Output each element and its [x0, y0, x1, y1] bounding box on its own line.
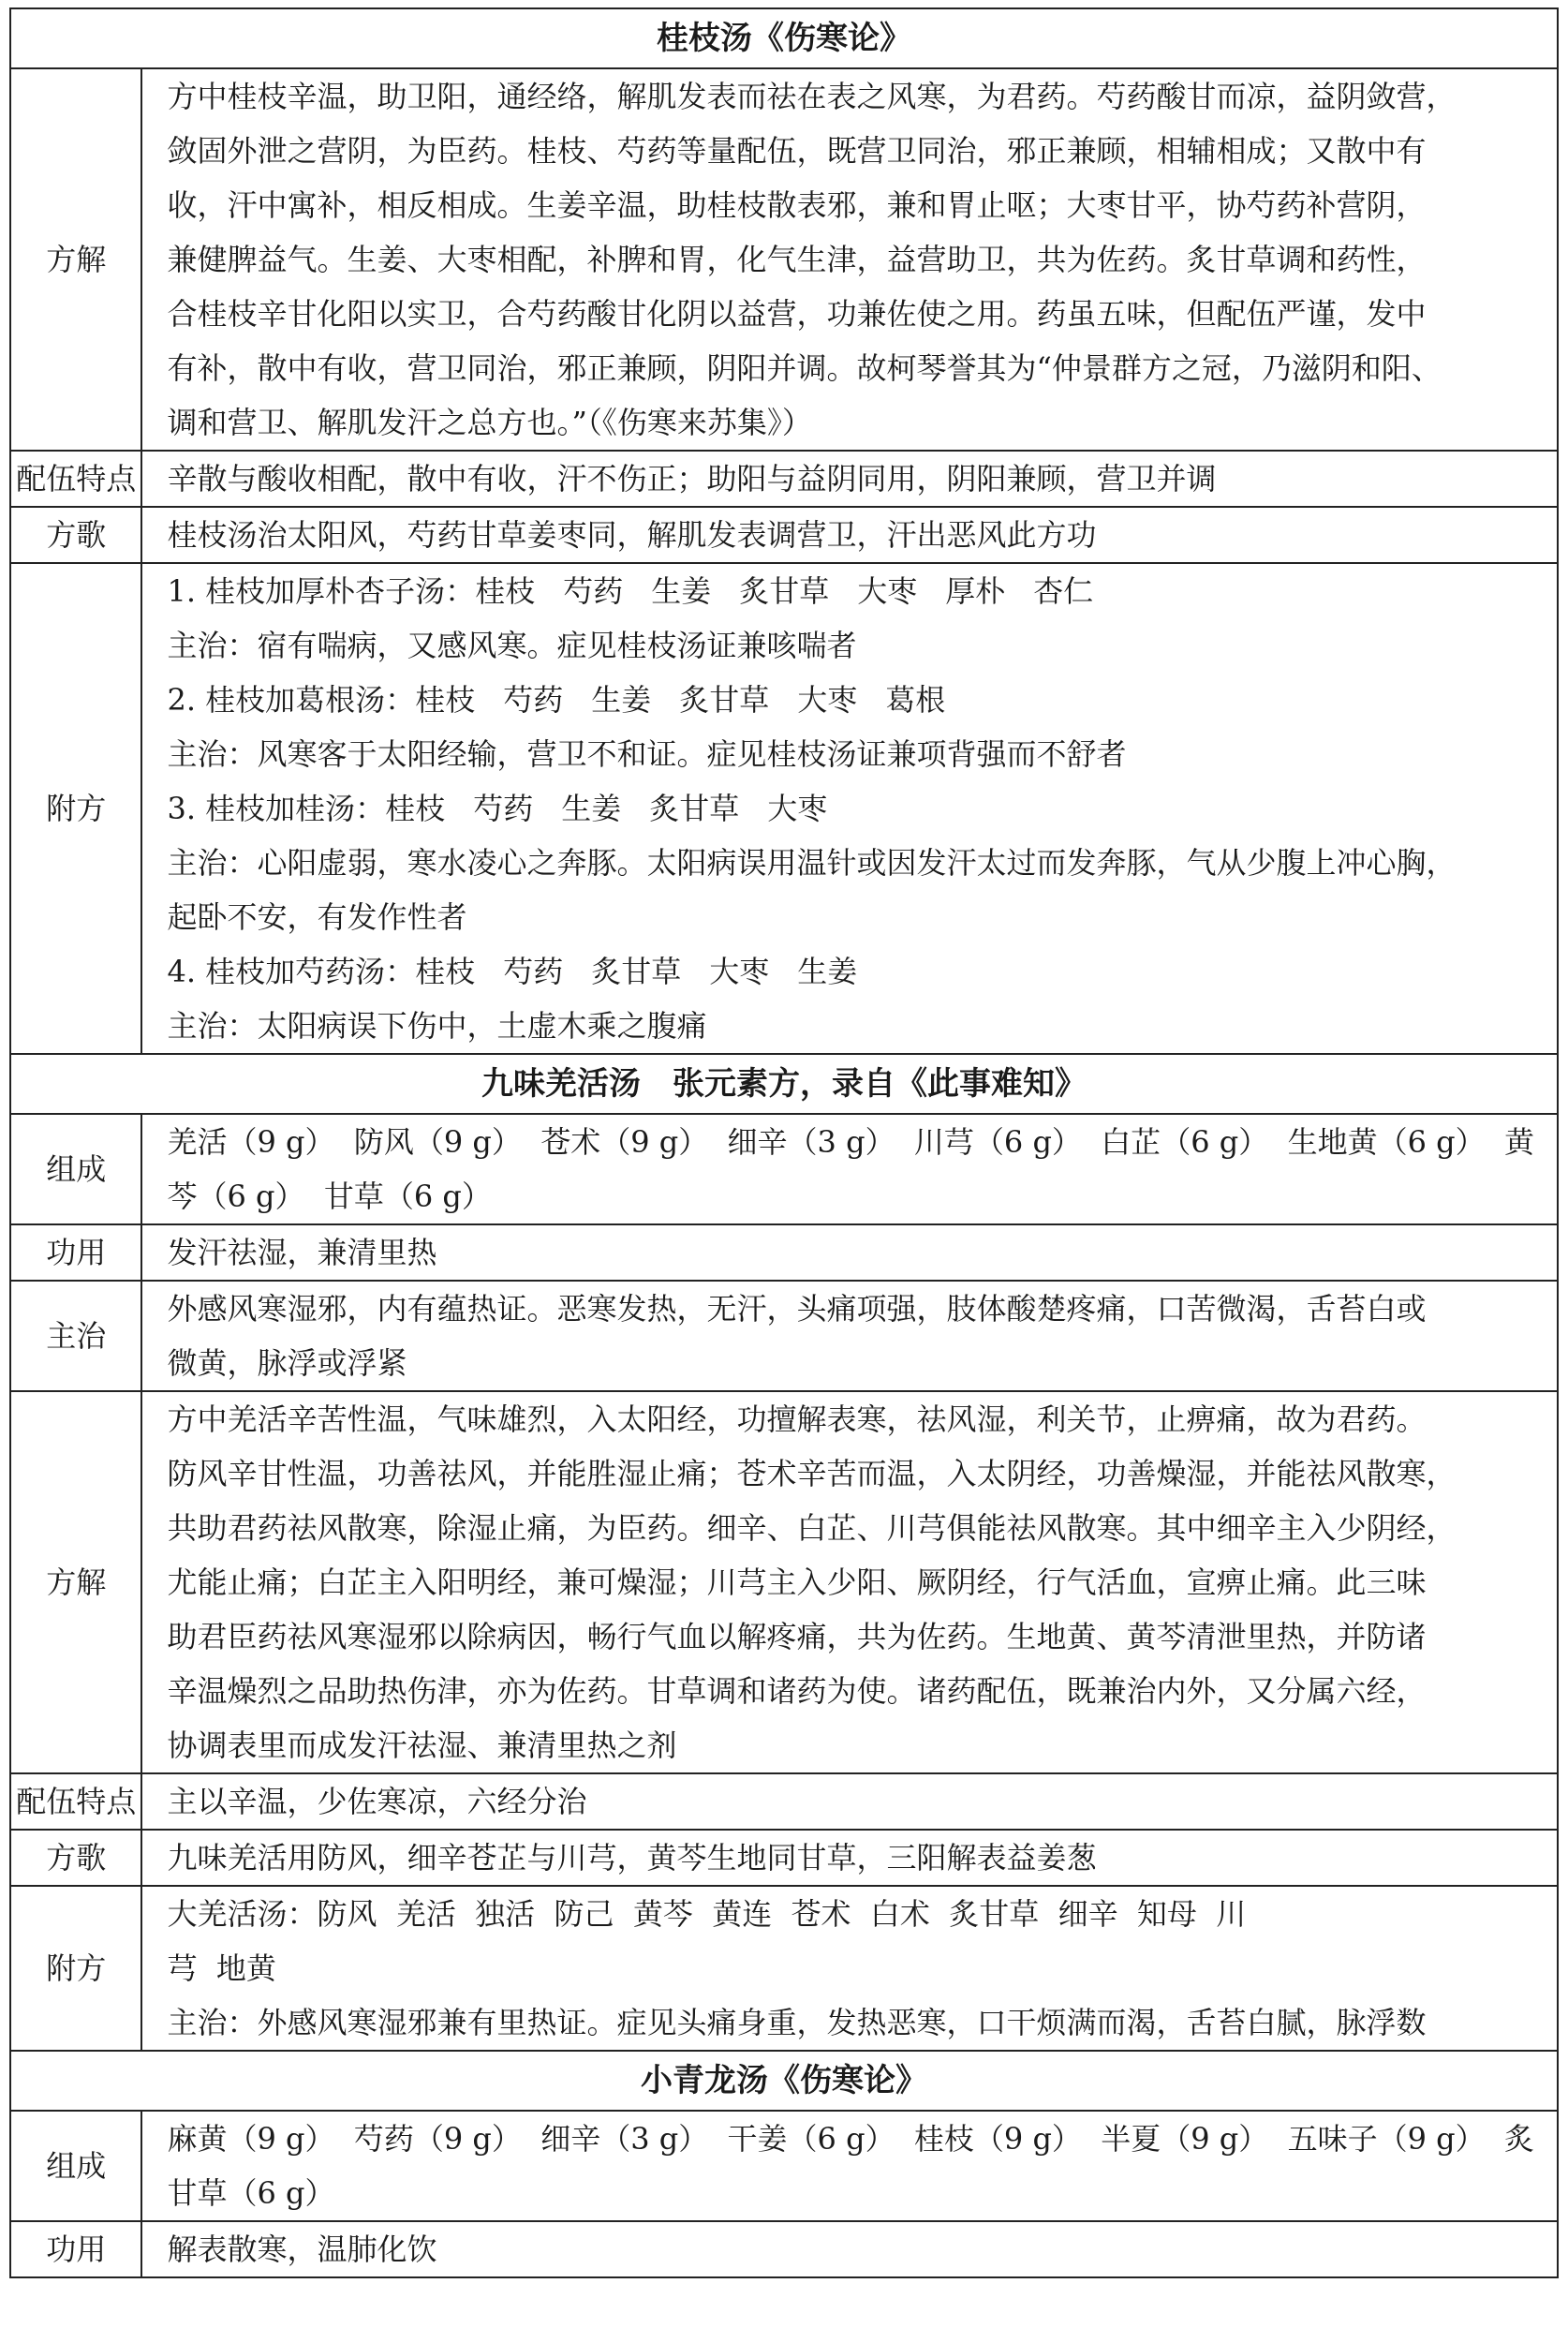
section-title-row	[10, 2051, 1558, 2111]
herb-name: 桂枝	[415, 682, 476, 718]
field-content	[141, 1391, 1558, 1773]
field-content	[141, 563, 1558, 1054]
field-label: 配伍特点	[10, 1773, 141, 1830]
appended-formula-name: 3. 桂枝加桂汤：	[167, 791, 386, 826]
herb-name: 桂枝	[475, 573, 536, 609]
field-label: 方歌	[10, 507, 141, 563]
field-label: 方解	[10, 68, 141, 451]
field-row	[10, 451, 1558, 507]
section-title: 桂枝汤《伤寒论》	[10, 8, 1558, 68]
content-line: 辛散与酸收相配，散中有收，汗不伤正；助阳与益阴同用，阴阳兼顾，营卫并调	[167, 461, 1217, 497]
field-content	[141, 507, 1558, 563]
field-row	[10, 1886, 1558, 2051]
field-row	[10, 1281, 1558, 1391]
herb-name: 炙甘草	[649, 791, 740, 826]
herb-name: 厚朴	[945, 573, 1006, 609]
content-line: 主治：心阳虚弱，寒水凌心之奔豚。太阳病误用温针或因发汗太过而发奔豚，气从少腹上冲心胸，	[167, 845, 1457, 881]
content-line: 羌活（9 g） 防风（9 g） 苍术（9 g） 细辛（3 g） 川芎（6 g） 白芷（6 g） 生地黄（6 g） 黄	[167, 1124, 1534, 1160]
content-line: 兼健脾益气。生姜、大枣相配，补脾和胃，化气生津，益营助卫，共为佐药。炙甘草调和药性，	[167, 242, 1427, 277]
field-content	[141, 1830, 1558, 1886]
herb-name: 芍药	[503, 954, 564, 989]
content-line: 微黄，脉浮或浮紧	[167, 1345, 407, 1381]
section-title: 小青龙汤《伤寒论》	[10, 2051, 1558, 2111]
herb-name: 芍药	[503, 682, 564, 718]
section-title: 九味羌活汤 张元素方，录自《此事难知》	[10, 1054, 1558, 1114]
content-line: 主以辛温，少佐寒凉，六经分治	[167, 1784, 587, 1819]
field-row	[10, 563, 1558, 1054]
field-row	[10, 1830, 1558, 1886]
herb-name: 生姜	[797, 954, 858, 989]
appended-formula-name: 2. 桂枝加葛根汤：	[167, 682, 416, 718]
content-line: 大羌活汤：防风 羌活 独活 防己 黄芩 黄连 苍术 白术 炙甘草 细辛 知母 川	[167, 1896, 1247, 1932]
section-title-row	[10, 1054, 1558, 1114]
section-title-row	[10, 8, 1558, 68]
herb-name: 桂枝	[415, 954, 476, 989]
content-line: 发汗祛湿，兼清里热	[167, 1235, 437, 1270]
field-row	[10, 1224, 1558, 1281]
content-line: 收，汗中寓补，相反相成。生姜辛温，助桂枝散表邪，兼和胃止呕；大枣甘平，协芍药补营阴，	[167, 187, 1427, 223]
field-label: 附方	[10, 563, 141, 1054]
formula-table	[9, 7, 1559, 2278]
field-label: 组成	[10, 1114, 141, 1224]
herb-name: 葛根	[885, 682, 946, 718]
field-label: 方歌	[10, 1830, 141, 1886]
content-line: 尤能止痛；白芷主入阳明经，兼可燥湿；川芎主入少阳、厥阴经，行气活血，宣痹止痛。此三味	[167, 1564, 1427, 1600]
content-line: 主治：宿有喘病，又感风寒。症见桂枝汤证兼咳喘者	[167, 628, 857, 663]
field-row	[10, 507, 1558, 563]
content-line: 主治：风寒客于太阳经输，营卫不和证。症见桂枝汤证兼项背强而不舒者	[167, 736, 1127, 772]
content-line: 芎 地黄	[167, 1950, 276, 1986]
content-line: 助君臣药祛风寒湿邪以除病因，畅行气血以解疼痛，共为佐药。生地黄、黄芩清泄里热，并防诸	[167, 1619, 1427, 1654]
field-content	[141, 1114, 1558, 1224]
content-line: 外感风寒湿邪，内有蕴热证。恶寒发热，无汗，头痛项强，肢体酸楚疼痛，口苦微渴，舌苔白或	[167, 1291, 1427, 1327]
content-line: 芩（6 g） 甘草（6 g）	[167, 1179, 492, 1214]
content-line: 方中桂枝辛温，助卫阳，通经络，解肌发表而祛在表之风寒，为君药。芍药酸甘而凉，益阴敛营，	[167, 79, 1457, 114]
field-content	[141, 1886, 1558, 2051]
herb-name: 生姜	[591, 682, 652, 718]
content-line: 方中羌活辛苦性温，气味雄烈，入太阳经，功擅解表寒，祛风湿，利关节，止痹痛，故为君药。	[167, 1401, 1427, 1437]
content-line: 起卧不安，有发作性者	[167, 899, 467, 935]
field-label: 功用	[10, 1224, 141, 1281]
field-row	[10, 1773, 1558, 1830]
field-content	[141, 1773, 1558, 1830]
content-line: 主治：外感风寒湿邪兼有里热证。症见头痛身重，发热恶寒，口干烦满而渴，舌苔白腻，脉浮数	[167, 2005, 1427, 2040]
herb-name: 生姜	[651, 573, 712, 609]
content-line: 防风辛甘性温，功善祛风，并能胜湿止痛；苍术辛苦而温，入太阴经，功善燥湿，并能祛风散寒，	[167, 1456, 1457, 1491]
content-line: 九味羌活用防风，细辛苍芷与川芎，黄芩生地同甘草，三阳解表益姜葱	[167, 1840, 1097, 1876]
field-content	[141, 2221, 1558, 2277]
herb-name: 杏仁	[1033, 573, 1094, 609]
content-line: 解表散寒，温肺化饮	[167, 2232, 437, 2267]
field-content	[141, 2111, 1558, 2221]
field-label: 主治	[10, 1281, 141, 1391]
field-label: 方解	[10, 1391, 141, 1773]
field-label: 功用	[10, 2221, 141, 2277]
appended-formula-name: 1. 桂枝加厚朴杏子汤：	[167, 573, 476, 609]
herb-name: 桂枝	[385, 791, 446, 826]
content-line: 共助君药祛风散寒，除湿止痛，为臣药。细辛、白芷、川芎俱能祛风散寒。其中细辛主入少阴经，	[167, 1510, 1457, 1546]
field-row	[10, 68, 1558, 451]
herb-name: 炙甘草	[679, 682, 770, 718]
field-label: 组成	[10, 2111, 141, 2221]
content-line: 桂枝汤治太阳风，芍药甘草姜枣同，解肌发表调营卫，汗出恶风此方功	[167, 517, 1097, 553]
field-content	[141, 451, 1558, 507]
appended-formula-line	[167, 564, 1534, 618]
herb-name: 大枣	[797, 682, 858, 718]
appended-formula-name: 4. 桂枝加芍药汤：	[167, 954, 416, 989]
herb-name: 芍药	[473, 791, 534, 826]
herb-name: 炙甘草	[591, 954, 682, 989]
herb-name: 大枣	[767, 791, 828, 826]
content-line: 麻黄（9 g） 芍药（9 g） 细辛（3 g） 干姜（6 g） 桂枝（9 g） 半夏（9 g） 五味子（9 g） 炙	[167, 2121, 1534, 2157]
field-content	[141, 1281, 1558, 1391]
field-label: 附方	[10, 1886, 141, 2051]
herb-name: 生姜	[561, 791, 622, 826]
content-line: 辛温燥烈之品助热伤津，亦为佐药。甘草调和诸药为使。诸药配伍，既兼治内外，又分属六经，	[167, 1673, 1427, 1709]
content-line: 敛固外泄之营阴，为臣药。桂枝、芍药等量配伍，既营卫同治，邪正兼顾，相辅相成；又散中有	[167, 133, 1427, 169]
content-line: 甘草（6 g）	[167, 2175, 335, 2211]
content-line: 主治：太阳病误下伤中，土虚木乘之腹痛	[167, 1008, 707, 1044]
field-label: 配伍特点	[10, 451, 141, 507]
content-line: 合桂枝辛甘化阳以实卫，合芍药酸甘化阴以益营，功兼佐使之用。药虽五味，但配伍严谨，发中	[167, 296, 1427, 332]
field-row	[10, 2221, 1558, 2277]
appended-formula-line	[167, 944, 1534, 999]
content-line: 有补，散中有收，营卫同治，邪正兼顾，阴阳并调。故柯琴誉其为“仲景群方之冠，乃滋阴和阳、	[167, 350, 1442, 386]
field-content	[141, 68, 1558, 451]
content-line: 协调表里而成发汗祛湿、兼清里热之剂	[167, 1727, 677, 1763]
field-row	[10, 1391, 1558, 1773]
herb-name: 大枣	[709, 954, 770, 989]
herb-name: 炙甘草	[739, 573, 830, 609]
herb-name: 芍药	[563, 573, 624, 609]
field-row	[10, 1114, 1558, 1224]
appended-formula-line	[167, 673, 1534, 727]
field-row	[10, 2111, 1558, 2221]
content-line: 调和营卫、解肌发汗之总方也。”（《伤寒来苏集》）	[167, 405, 812, 440]
field-content	[141, 1224, 1558, 1281]
herb-name: 大枣	[857, 573, 918, 609]
appended-formula-line	[167, 781, 1534, 836]
